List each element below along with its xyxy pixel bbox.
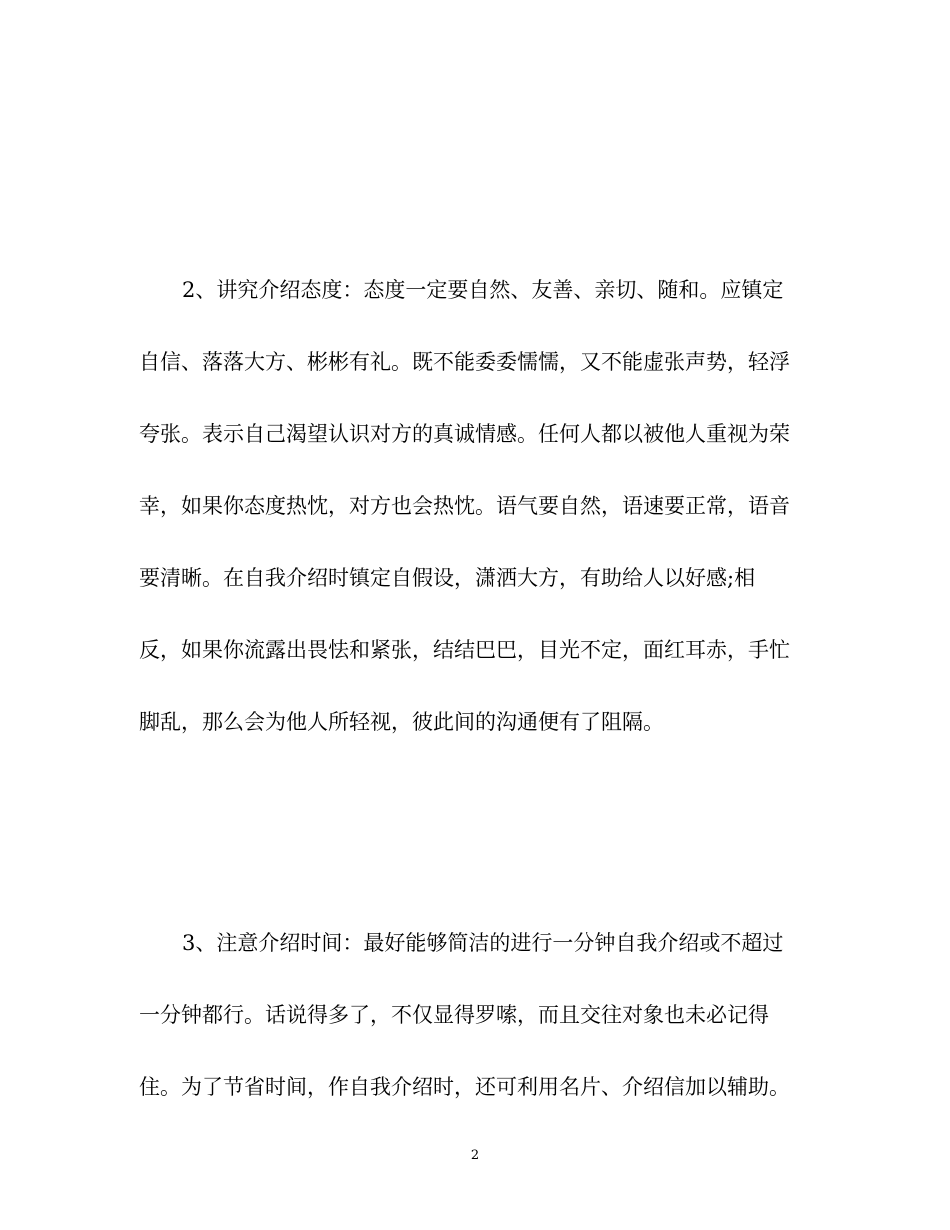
paragraph-introduction-attitude <box>139 254 811 758</box>
text-line: 住。为了节省时间，作自我介绍时，还可利用名片、介绍信加以辅助。 <box>139 1075 790 1099</box>
text-line: 3、注意介绍时间：最好能够简洁的进行一分钟自我介绍或不超过 <box>182 931 784 955</box>
text-line: 夸张。表示自己渴望认识对方的真诚情感。任何人都以被他人重视为荣 <box>139 422 790 446</box>
text-line: 2、讲究介绍态度：态度一定要自然、友善、亲切、随和。应镇定 <box>182 278 784 302</box>
text-line: 脚乱，那么会为他人所轻视，彼此间的沟通便有了阻隔。 <box>139 710 664 734</box>
paragraph-introduction-time <box>139 907 811 1123</box>
text-line: 幸，如果你态度热忱，对方也会热忱。语气要自然，语速要正常，语音 <box>139 494 790 518</box>
text-line: 自信、落落大方、彬彬有礼。既不能委委懦懦，又不能虚张声势，轻浮 <box>139 350 790 374</box>
page-number: 2 <box>470 1148 480 1163</box>
text-line: 反，如果你流露出畏怯和紧张，结结巴巴，目光不定，面红耳赤，手忙 <box>139 638 790 662</box>
text-line: 要清晰。在自我介绍时镇定自假设，潇洒大方，有助给人以好感;相 <box>139 566 756 590</box>
text-line: 一分钟都行。话说得多了，不仅显得罗嗦，而且交往对象也未必记得 <box>139 1003 769 1027</box>
